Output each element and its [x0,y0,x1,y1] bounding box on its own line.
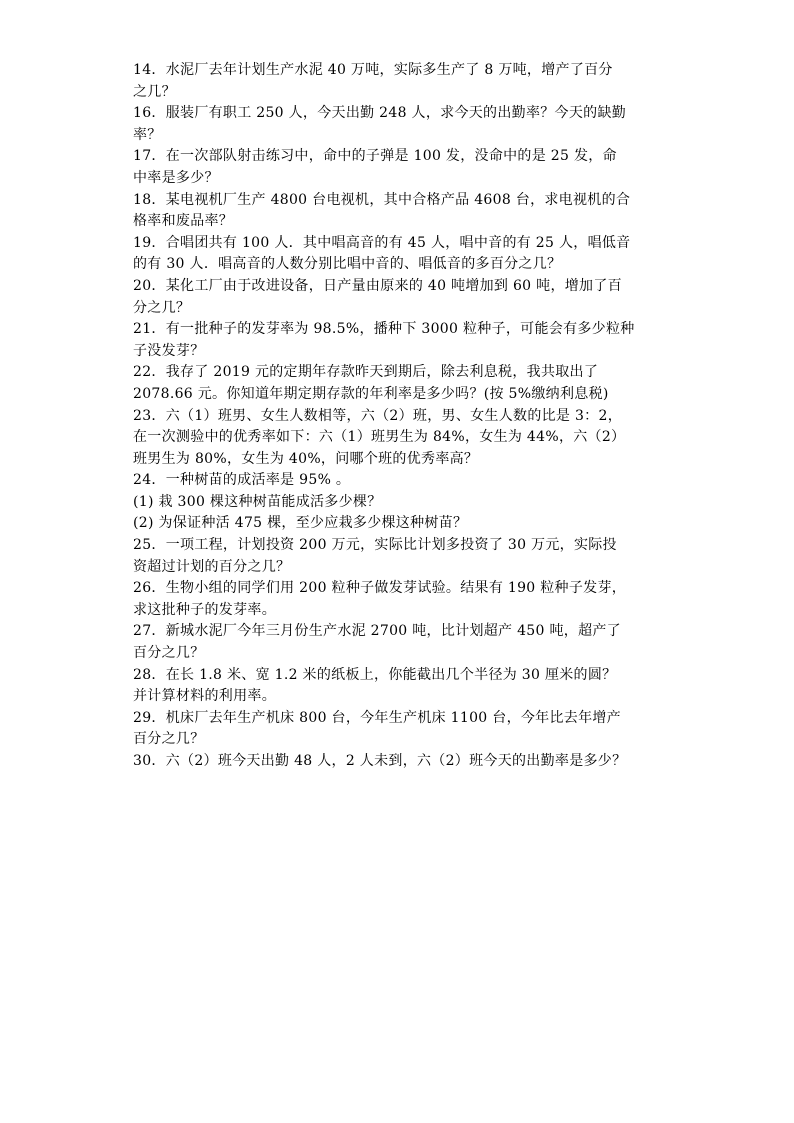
text-line: 27．新城水泥厂今年三月份生产水泥 2700 吨，比计划超产 450 吨，超产了 [133,623,621,640]
text-line: 百分之几？ [133,645,205,662]
text-line: 24．一种树苗的成活率是 95% 。 [133,472,351,489]
text-line: 分之几？ [133,299,191,316]
text-line: 23．六（1）班男、女生人数相等，六（2）班，男、女生人数的比是 3：2， [133,407,622,424]
text-line: (2) 为保证种活 475 棵，至少应栽多少棵这种树苗？ [133,515,468,532]
text-line: 中率是多少？ [133,169,219,186]
text-line: (1) 栽 300 棵这种树苗能成活多少棵？ [133,493,382,510]
text-line: 的有 30 人．唱高音的人数分别比唱中音的、唱低音的多百分之几？ [133,256,562,273]
text-line: 17．在一次部队射击练习中，命中的子弹是 100 发，没命中的是 25 发，命 [133,148,617,165]
text-line: 百分之几？ [133,731,205,748]
text-line: 2078.66 元。你知道年期定期存款的年利率是多少吗？(按 5%缴纳利息税) [133,385,609,402]
text-line: 率？ [133,126,162,143]
text-line: 子没发芽？ [133,342,205,359]
text-line: 并计算材料的利用率。 [133,688,276,705]
text-line: 资超过计划的百分之几？ [133,558,291,575]
text-line: 25．一项工程，计划投资 200 万元，实际比计划多投资了 30 万元，实际投 [133,537,617,554]
text-line: 班男生为 80%，女生为 40%，问哪个班的优秀率高？ [133,450,479,467]
text-line: 28．在长 1.8 米、宽 1.2 米的纸板上，你能截出几个半径为 30 厘米的圆？ [133,666,617,683]
text-line: 30．六（2）班今天出勤 48 人，2 人未到，六（2）班今天的出勤率是多少？ [133,753,627,769]
text-line: 26．生物小组的同学们用 200 粒种子做发芽试验。结果有 190 粒种子发芽， [133,580,627,597]
text-line: 20．某化工厂由于改进设备，日产量由原来的 40 吨增加到 60 吨，增加了百 [133,277,622,294]
document-body [133,60,678,773]
text-line: 14．水泥厂去年计划生产水泥 40 万吨，实际多生产了 8 万吨，增产了百分 [133,62,613,78]
text-line: 29．机床厂去年生产机床 800 台，今年生产机床 1100 台，今年比去年增产 [133,709,621,726]
text-line: 22．我存了 2019 元的定期年存款昨天到期后，除去利息税，我共取出了 [133,364,599,381]
text-line: 在一次测验中的优秀率如下：六（1）班男生为 84%，女生为 44%，六（2） [133,429,626,446]
text-line: 19．合唱团共有 100 人．其中唱高音的有 45 人，唱中音的有 25 人，唱低音 [133,234,631,251]
text-line: 求这批种子的发芽率。 [133,601,276,618]
text-line: 之几？ [133,83,176,100]
text-line: 格率和废品率？ [133,213,234,230]
text-line: 18．某电视机厂生产 4800 台电视机，其中合格产品 4608 台，求电视机的合 [133,191,631,208]
text-line: 21．有一批种子的发芽率为 98.5%，播种下 3000 粒种子，可能会有多少粒种 [133,321,635,338]
text-line: 16．服装厂有职工 250 人，今天出勤 248 人，求今天的出勤率？今天的缺勤 [133,105,627,122]
